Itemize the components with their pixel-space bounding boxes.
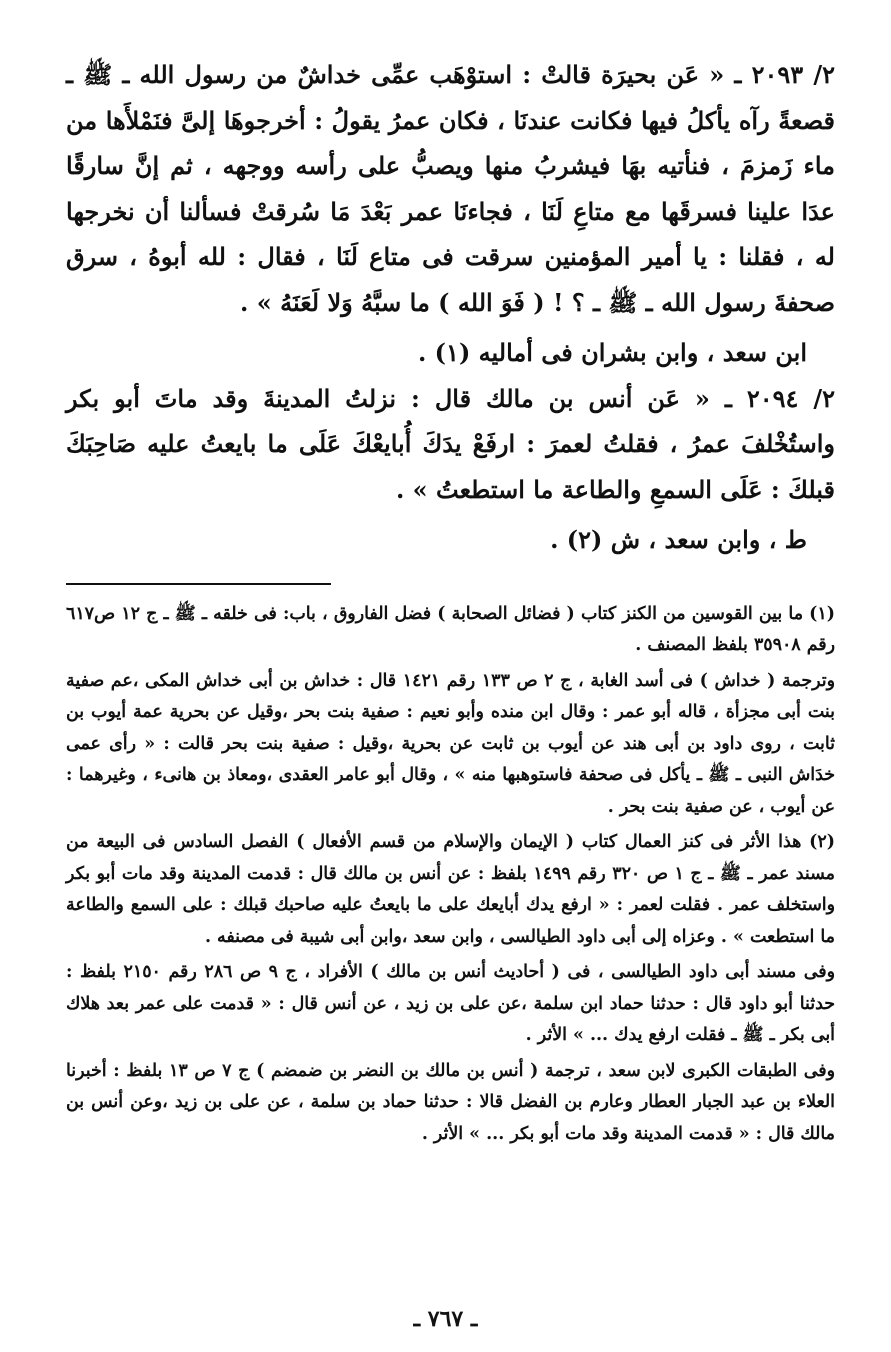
footnote-1-intro: (١) ما بين القوسين من الكنز كتاب ( فضائل الصحابة ) فضل الفاروق ، باب: فى خلقه ـ ﷺ ـ ج ١٢ ص٦١٧ رقم ٣٥٩٠٨ بلفظ المصنف . [66,603,835,655]
footnotes [66,599,835,1151]
main-text [66,52,835,563]
footnote-1-body: وترجمة ( خداش ) فى أسد الغابة ، ج ٢ ص ١٣٣ رقم ١٤٢١ قال : خداش بن أبى خداش المكى ،عم صفية بنت أبى مجزأة ، قاله أبو عمر : وقال ابن منده وأبو نعيم : صفية بنت بحر ،وقيل عن بحرية عمة أيوب بن ثابت ، روى داود بن أبى هند عن أيوب بن ثابت عن بحرية ،وقيل : صفية بنت بحر قالت : « رأى عمى خدَاش النبى ـ ﷺ ـ يأكل فى صحفة فاستوهبها منه » ، وقال أبو عامر العقدى ،ومعاذ بن هانىء ، وغيرهما : عن أيوب ، عن صفية بنت بحر . [66,670,835,817]
source-2094: ط ، وابن سعد ، ش (٢) . [550,525,807,554]
page-number: ـ ٧٦٧ ـ [413,1306,478,1332]
footnote-separator [66,583,331,585]
footnote-2-intro: (٢) هذا الأثر فى كنز العمال كتاب ( الإيمان والإسلام من قسم الأفعال ) الفصل السادس فى البيعة من مسند عمر ـ ﷺ ـ ج ١ ص ٣٢٠ رقم ١٤٩٩ بلفظ : عن أنس بن مالك قال : قدمت المدينة وقد مات أبو بكر واستخلف عمر . فقلت لعمر : « ارفع يدك أبايعك على ما بايعتُ عليه صاحبك قبلك : على السمع والطاعة ما استطعت » . وعزاه إلى أبى داود الطيالسى ، وابن سعد ،وابن أبى شيبة فى مصنفه . [66,832,835,947]
hadith-2094: ٢/ ٢٠٩٤ ـ « عَن أنس بن مالك قال : نزلتُ المدينةَ وقد ماتَ أبو بكر واستُخْلفَ عمرُ ، فقلتُ لعمرَ : ارفَعْ يدَكَ أُبايعْكَ عَلَى ما بايعتُ عليه صَاحِبَكَ قبلكَ : عَلَى السمعِ والطاعة ما استطعتُ » . [66,383,836,504]
source-2093: ابن سعد ، وابن بشران فى أماليه (١) . [417,338,807,367]
footnote-2-tabaqat: وفى الطبقات الكبرى لابن سعد ، ترجمة ( أنس بن مالك بن النضر بن ضمضم ) ج ٧ ص ١٣ بلفظ : أخبرنا العلاء بن عبد الجبار العطار وعارم بن الفضل قالا : حدثنا حماد بن سلمة ، عن على بن زيد ،وعن أنس بن مالك قال : « قدمت المدينة وقد مات أبو بكر ... » الأثر . [66,1060,835,1144]
hadith-2093: ٢/ ٢٠٩٣ ـ « عَن بحيرَة قالتْ : استوْهَب عمِّى خداشٌ من رسول الله ـ ﷺ ـ قصعةً رآه يأكلُ فيها فكانت عندنَا ، فكان عمرُ يقولُ : أخرجوهَا إلىَّ فنَمْلأَها من ماء زَمزمَ ، فنأتيه بهَا فيشربُ منها ويصبُّ على رأسه ووجهه ، ثم إنَّ سارقًا عدَا علينا فسرقَها مع متاعِ لَنَا ، فجاءنَا عمر بَعْدَ مَا سُرقتْ فسألنا أن نخرجها له ، فقلنا : يا أمير المؤمنين سرقت فى متاع لَنَا ، فقال : لله أبوهُ ، سرق صحفةَ رسول الله ـ ﷺ ـ ؟ ! ( فَوَ الله ) ما سبَّهُ وَلا لَعَنَهُ » . [66,60,836,317]
footnote-separator-wrap [66,583,835,585]
footnote-2-musnad: وفى مسند أبى داود الطيالسى ، فى ( أحاديث أنس بن مالك ) الأفراد ، ج ٩ ص ٢٨٦ رقم ٢١٥٠ بلفظ : حدثنا أبو داود قال : حدثنا حماد ابن سلمة ،عن على بن زيد ، عن أنس قال : « قدمت على عمر بعد هلاك أبى بكر ـ ﷺ ـ فقلت ارفع يدك ... » الأثر . [66,962,835,1045]
